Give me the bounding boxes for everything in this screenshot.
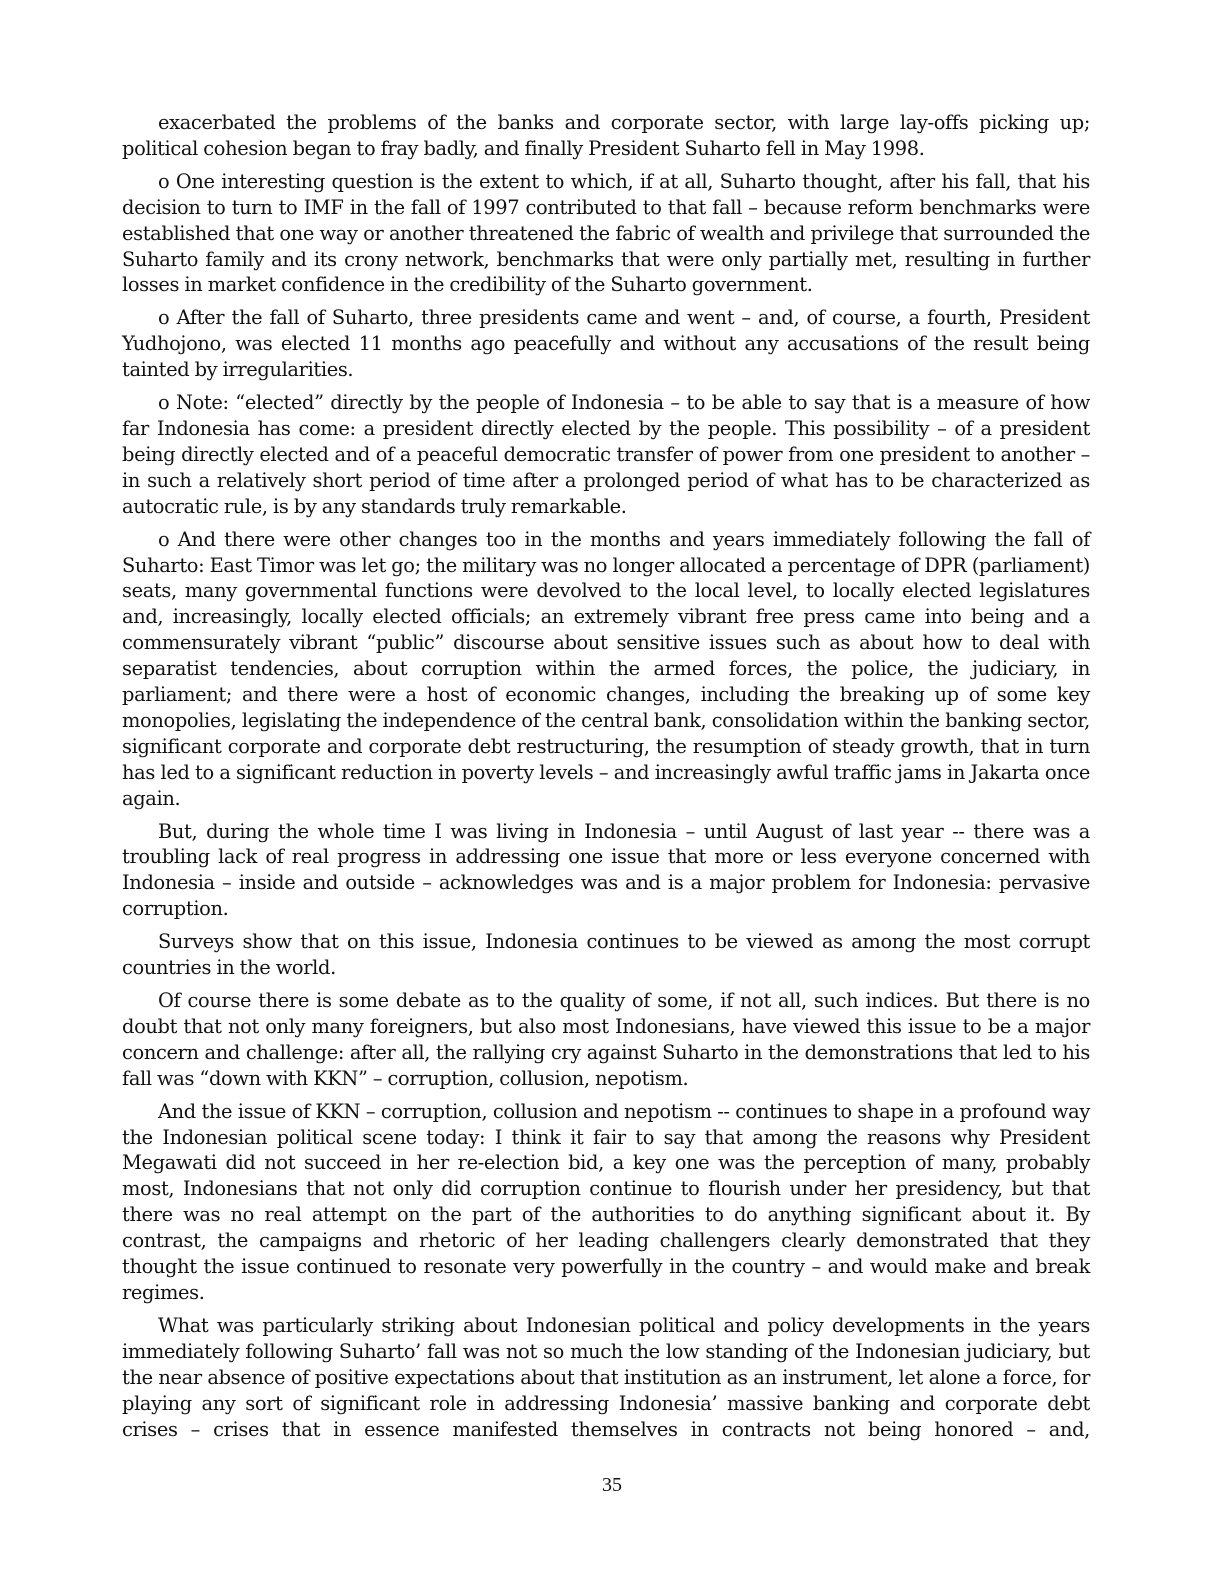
paragraph-7: Surveys show that on this issue, Indonesia continues to be viewed as among the most corrupt countries in the world. bbox=[122, 930, 1090, 980]
paragraph-9: And the issue of KKN – corruption, collusion and nepotism -- continues to shape in a profound way the Indonesian political scene today: I think it fair to say that among the reasons why President Megawati did not succeed in her re-election bid, a key one was the perception of many, probably most, Indonesians that not only did corruption continue to flourish under her presidency, but that there was no real attempt on the part of the authorities to do anything significant about it. By contrast, the campaigns and rhetoric of her leading challengers clearly demonstrated that they thought the issue continued to resonate very powerfully in the country – and would make and break regimes. bbox=[122, 1099, 1090, 1304]
paragraph-10: What was particularly striking about Indonesian political and policy developments in the years immediately following Suharto’ fall was not so much the low standing of the Indonesian judiciary, but the near absence of positive expectations about that institution as an instrument, let alone a force, for playing any sort of significant role in addressing Indonesia’ massive banking and corporate debt crises – crises that in essence manifested themselves in contracts not being honored – and, bbox=[122, 1313, 1090, 1441]
paragraph-5: o And there were other changes too in the months and years immediately following the fall of Suharto: East Timor was let go; the military was no longer allocated a percentage of DPR (parliament) seats, many governmental functions were devolved to the local level, to locally elected legislatures and, increasingly, locally elected officials; an extremely vibrant free press came into being and a commensurately vibrant “public” discourse about sensitive issues such as about how to deal with separatist tendencies, about corruption within the armed forces, the police, the judiciary, in parliament; and there were a host of economic changes, including the breaking up of some key monopolies, legislating the independence of the central bank, consolidation within the banking sector, significant corporate and corporate debt restructuring, the resumption of steady growth, that in turn has led to a significant reduction in poverty levels – and increasingly awful traffic jams in Jakarta once again. bbox=[122, 527, 1090, 810]
page-body bbox=[122, 110, 1090, 1442]
paragraph-2: o One interesting question is the extent to which, if at all, Suharto thought, after his fall, that his decision to turn to IMF in the fall of 1997 contributed to that fall – because reform benchmarks were established that one way or another threatened the fabric of wealth and privilege that surrounded the Suharto family and its crony network, benchmarks that were only partially met, resulting in further losses in market confidence in the credibility of the Suharto government. bbox=[122, 169, 1090, 297]
page-number: 35 bbox=[602, 1474, 622, 1496]
paragraph-8: Of course there is some debate as to the quality of some, if not all, such indices. But there is no doubt that not only many foreigners, but also most Indonesians, have viewed this issue to be a major concern and challenge: after all, the rallying cry against Suharto in the demonstrations that led to his fall was “down with KKN” – corruption, collusion, nepotism. bbox=[122, 989, 1090, 1090]
paragraph-4: o Note: “elected” directly by the people of Indonesia – to be able to say that is a measure of how far Indonesia has come: a president directly elected by the people. This possibility – of a president being directly elected and of a peaceful democratic transfer of power from one president to another – in such a relatively short period of time after a prolonged period of what has to be characterized as autocratic rule, is by any standards truly remarkable. bbox=[122, 391, 1090, 518]
paragraph-3: o After the fall of Suharto, three presidents came and went – and, of course, a fourth, President Yudhojono, was elected 11 months ago peacefully and without any accusations of the result being tainted by irregularities. bbox=[122, 306, 1090, 382]
paragraph-6: But, during the whole time I was living in Indonesia – until August of last year -- there was a troubling lack of real progress in addressing one issue that more or less everyone concerned with Indonesia – inside and outside – acknowledges was and is a major problem for Indonesia: pervasive corruption. bbox=[122, 819, 1090, 921]
paragraph-1: exacerbated the problems of the banks and corporate sector, with large lay-offs picking up; political cohesion began to fray badly, and finally President Suharto fell in May 1998. bbox=[122, 111, 1090, 160]
